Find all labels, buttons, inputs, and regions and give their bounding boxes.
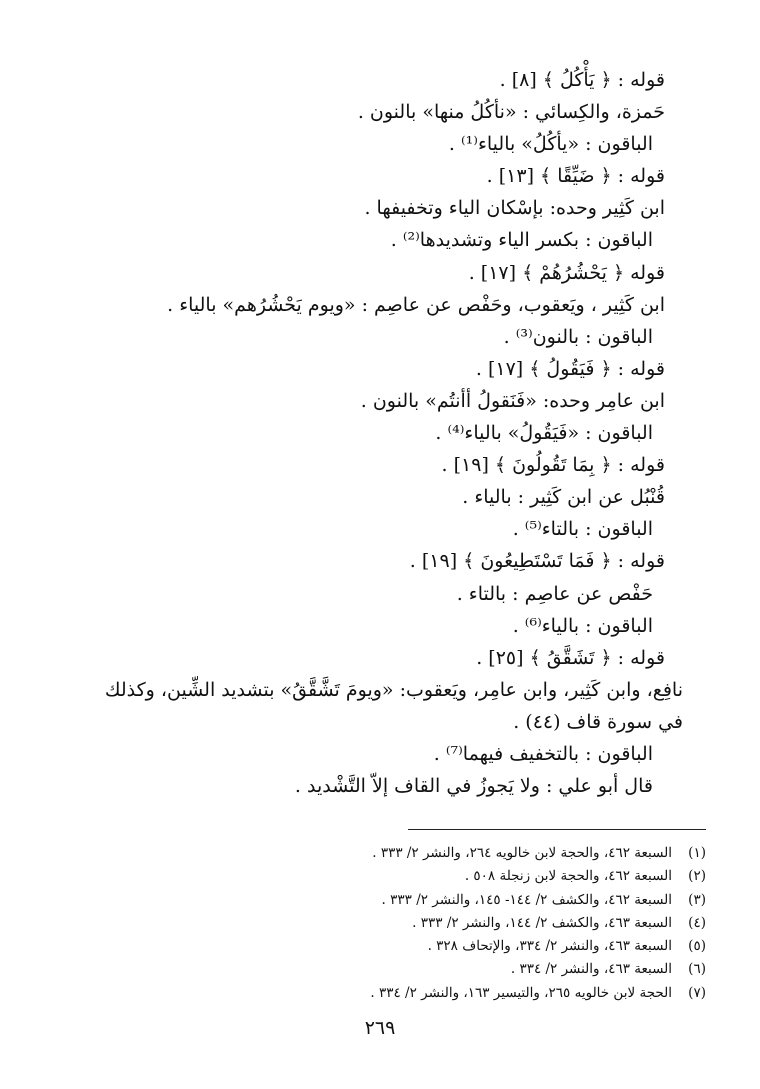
text-line-9: الباقون : بالنون⁽³⁾ . [503,325,653,348]
text-line-13: قوله : ﴿ بِمَا تَقُولُونَ ﴾ [١٩] . [441,454,665,477]
footnote-4 [66,912,706,935]
footnote-text: السبعة ٤٦٣، والنشر ٢/ ٣٣٤، والإتحاف ٣٢٨ . [427,938,672,955]
footnote-text: السبعة ٤٦٢، والحجة لابن خالويه ٢٦٤، والنشر ٢/ ٣٣٣ . [372,845,672,861]
footnote-number: (٧) [688,984,706,1001]
text-line-7: قوله ﴿ يَحْشُرُهُمْ ﴾ [١٧] . [468,261,665,284]
footnote-text: السبعة ٤٦٢، والحجة لابن زنجلة ٥٠٨ . [464,868,672,885]
footnote-number: (٥) [688,938,706,955]
footnote-2 [66,865,706,888]
text-line-19: قوله : ﴿ تَشَقَّقُ ﴾ [٢٥] . [476,646,665,669]
text-line-18: الباقون : بالياء⁽⁶⁾ . [512,614,653,637]
footnote-number: (١) [688,845,706,861]
page-number: ٢٦٩ [364,1017,396,1039]
text-line-10: قوله : ﴿ فَيَقُولُ ﴾ [١٧] . [475,357,665,380]
text-line-21: الباقون : بالتخفيف فيهما⁽⁷⁾ . [433,742,653,765]
footnote-1 [66,842,706,865]
footnotes [66,842,706,1005]
footnote-text: السبعة ٤٦٢، والكشف ٢/ ١٤٤- ١٤٥، والنشر ٢/ ٣٣٣ . [381,891,672,908]
footnote-number: (٢) [688,868,706,885]
text-line-2: حَمزة، والكِسائي : «نأكُلُ منها» بالنون . [357,101,665,124]
text-line-3: الباقون : «يأكُلُ» بالياء⁽¹⁾ . [448,133,653,156]
text-line-22: قال أبو علي : ولا يَجوزُ في القاف إلاّ التَّشْديد . [294,775,653,798]
footnote-3 [66,889,706,912]
footnote-number: (٤) [688,914,706,931]
text-line-11: ابن عامِر وحده: «فَنَقولُ أأنتُم» بالنون . [360,389,665,412]
footnote-6 [66,958,706,981]
text-line-14: قُنْبُل عن ابن كَثِير : بالياء . [462,486,665,509]
text-line-6: الباقون : بكسر الياء وتشديدها⁽²⁾ . [390,229,653,252]
text-line-16: قوله : ﴿ فَمَا تَسْتَطِيعُونَ ﴾ [١٩] . [409,550,665,573]
footnote-7 [66,982,706,1005]
footnote-number: (٦) [688,961,706,978]
footnote-5 [66,935,706,958]
text-line-4: قوله : ﴿ ضَيِّقًا ﴾ [١٣] . [486,165,665,188]
footnote-text: السبعة ٤٦٣، والكشف ٢/ ١٤٤، والنشر ٢/ ٣٣٣ . [412,914,672,931]
text-line-8: ابن كَثِير ، ويَعقوب، وحَفْص عن عاصِم : «ويوم يَحْشُرُهم» بالياء . [167,293,665,316]
footnote-separator [408,829,706,830]
text-line-15: الباقون : بالتاء⁽⁵⁾ . [512,518,653,541]
text-line-12: الباقون : «فَيَقُولُ» بالياء⁽⁴⁾ . [435,422,653,445]
footnote-text: السبعة ٤٦٣، والنشر ٢/ ٣٣٤ . [510,961,672,978]
footnote-text: الحجة لابن خالويه ٢٦٥، والتيسير ١٦٣، والنشر ٢/ ٣٣٤ . [370,984,672,1001]
text-line-5: ابن كَثِير وحده: بإسْكان الياء وتخفيفها . [364,197,665,220]
text-line-1: قوله : ﴿ يَأْكُلُ ﴾ [٨] . [499,69,665,91]
text-line-17: حَفْص عن عاصِم : بالتاء . [456,582,653,605]
text-line-20: نافِع، وابن كَثِير، وابن عامِر، ويَعقوب: «ويومَ تَشَّقَّقُ» بتشديد الشِّين، وكذلك في سورة قاف (٤٤) . [104,678,683,733]
footnote-number: (٣) [688,891,706,908]
main-text [80,64,683,802]
